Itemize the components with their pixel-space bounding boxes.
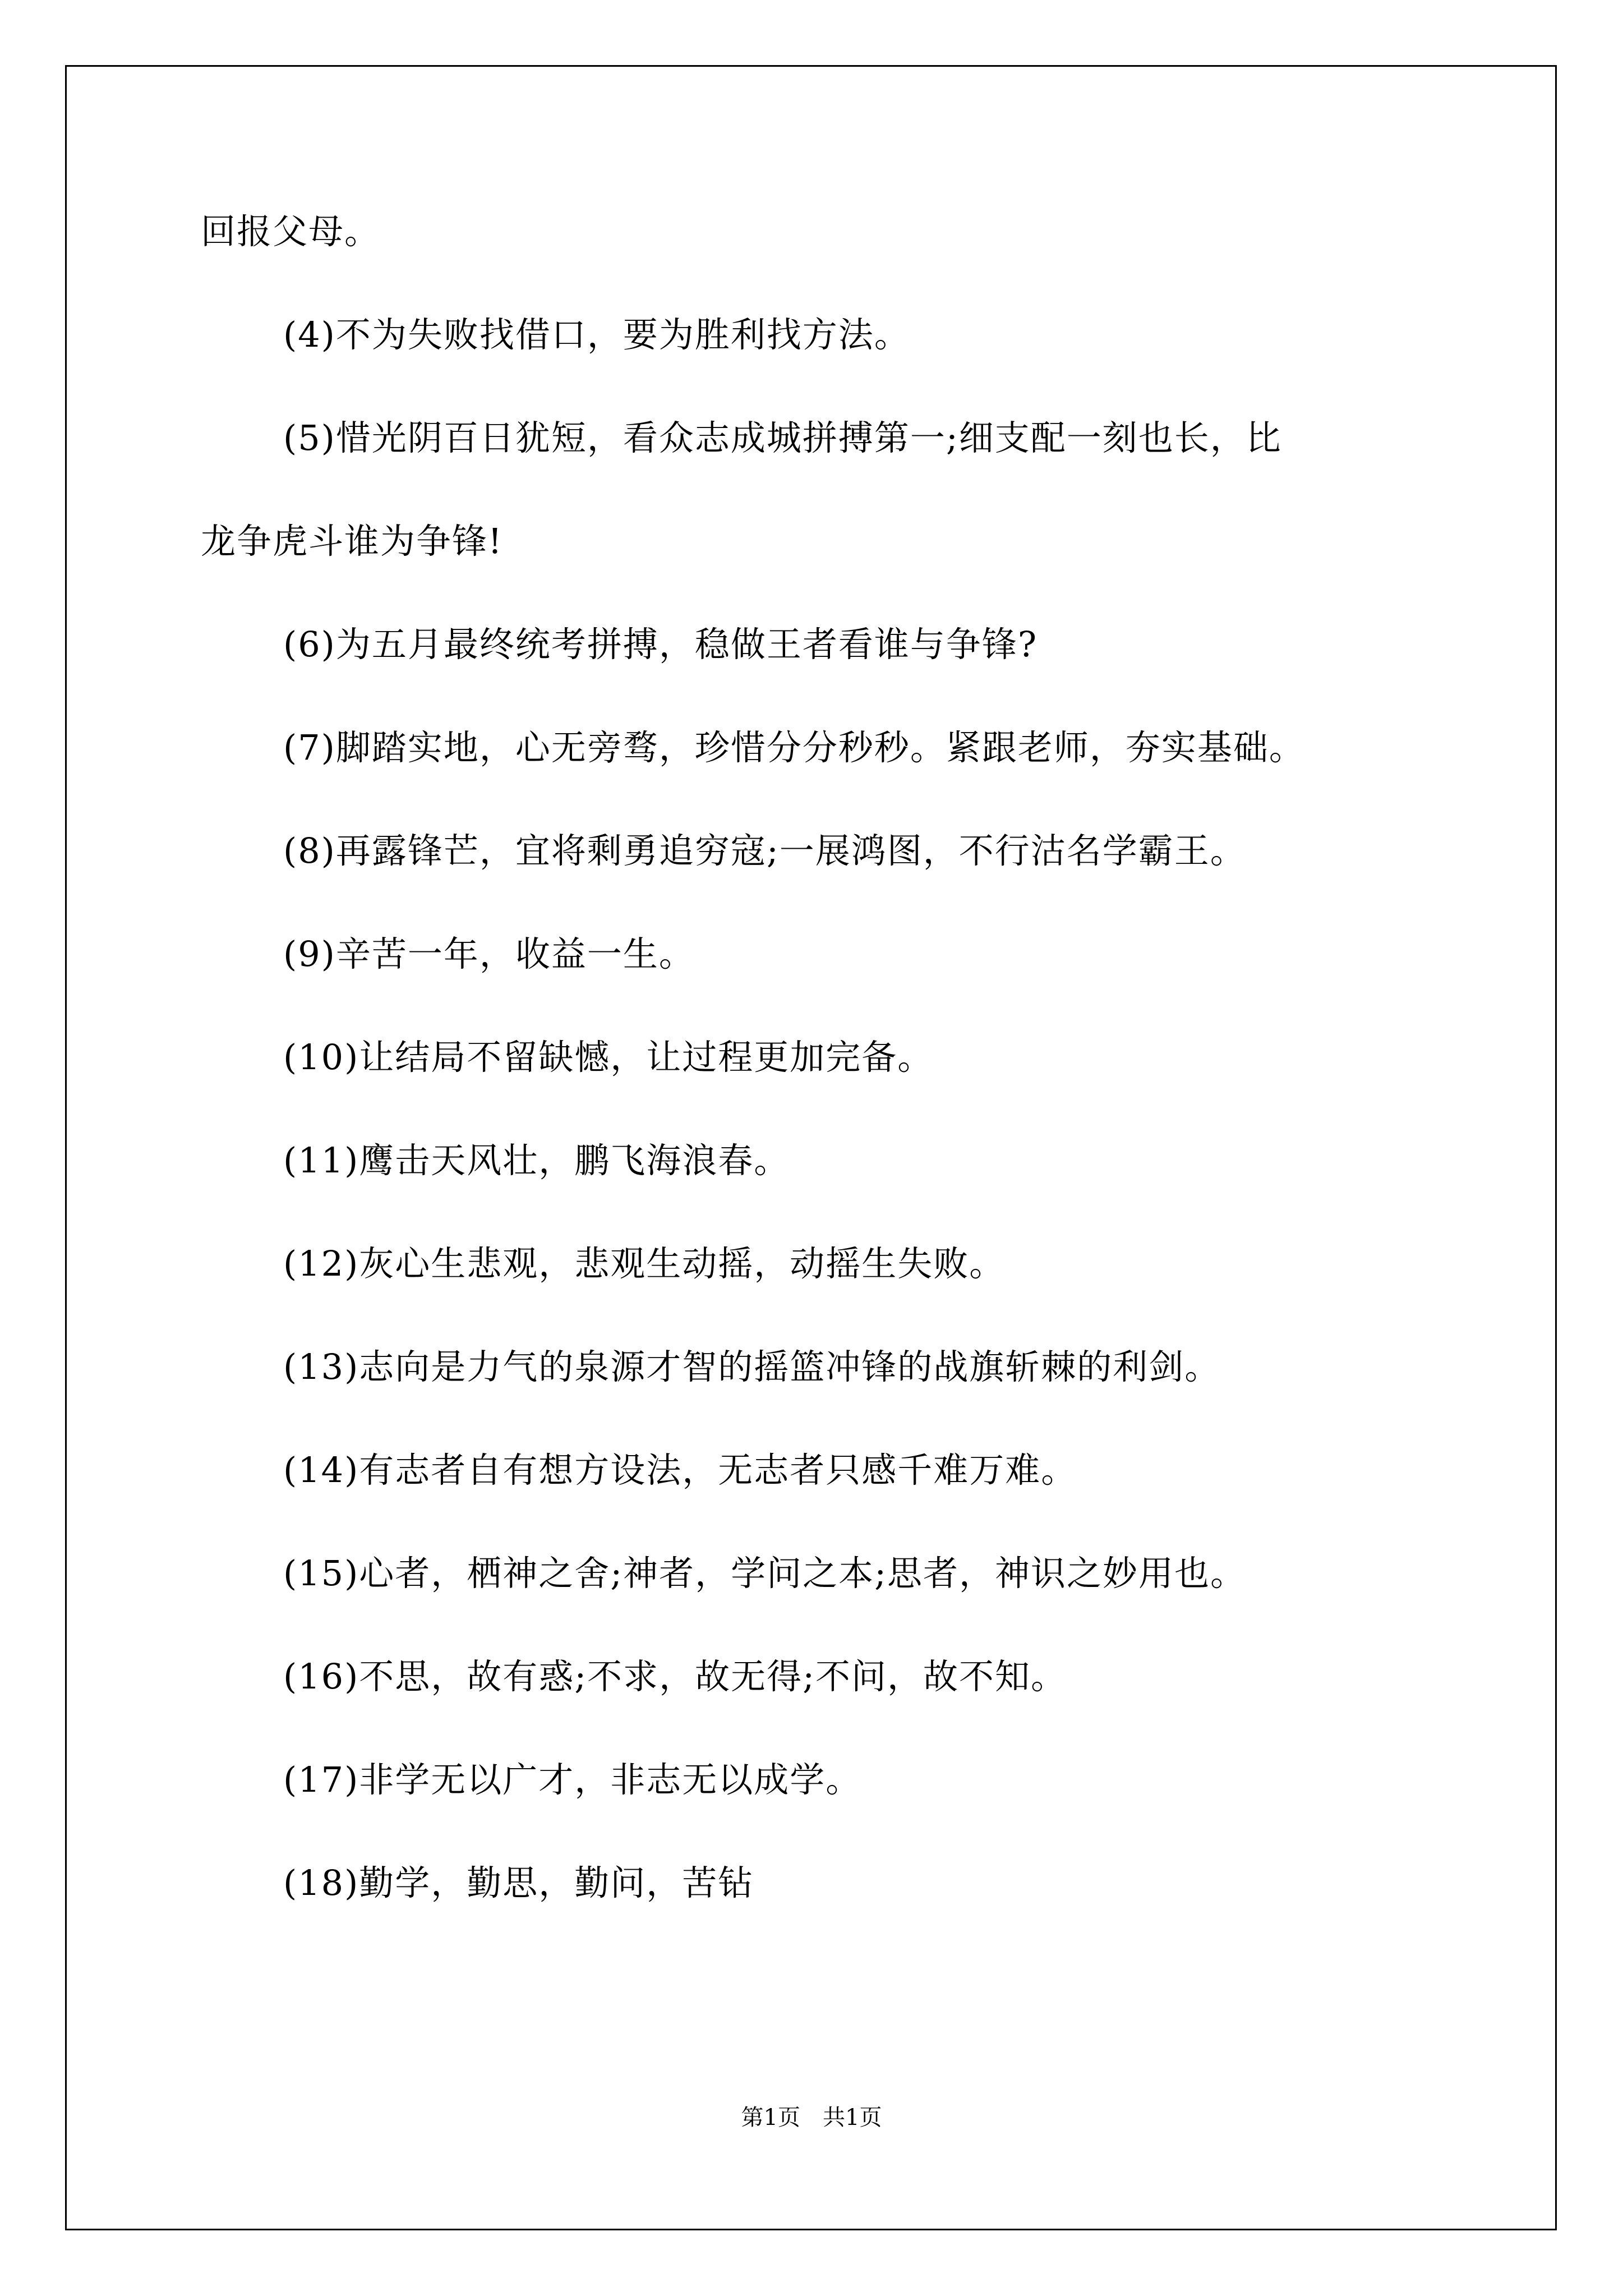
text-line: (16)不思，故有惑;不求，故无得;不问，故不知。 [283, 1656, 1067, 1697]
text-line: (18)勤学，勤思，勤问，苦钻 [283, 1862, 754, 1903]
text-line: (6)为五月最终统考拼搏，稳做王者看谁与争锋? [283, 624, 1038, 665]
text-line: (12)灰心生悲观，悲观生动摇，动摇生失败。 [283, 1243, 1006, 1284]
text-line: (17)非学无以广才，非志无以成学。 [283, 1759, 862, 1800]
text-line: (10)让结局不留缺憾，让过程更加完备。 [283, 1037, 934, 1078]
text-line: (8)再露锋芒，宜将剩勇追穷寇;一展鸿图，不行沽名学霸王。 [283, 830, 1246, 871]
text-line: (14)有志者自有想方设法，无志者只感千难万难。 [283, 1450, 1077, 1490]
page-number-footer: 第1页 共1页 [741, 2105, 882, 2131]
text-line: (5)惜光阴百日犹短，看众志成城拼搏第一;细支配一刻也长，比 [283, 417, 1282, 458]
text-line: (9)辛苦一年，收益一生。 [283, 933, 695, 974]
text-line: (15)心者，栖神之舍;神者，学问之本;思者，神识之妙用也。 [283, 1553, 1247, 1594]
text-line: (13)志向是力气的泉源才智的摇篮冲锋的战旗斩棘的利剑。 [283, 1346, 1221, 1387]
text-line: 回报父母。 [201, 211, 381, 252]
text-line: (4)不为失败找借口，要为胜利找方法。 [283, 314, 910, 355]
text-line: (7)脚踏实地，心无旁骛，珍惜分分秒秒。紧跟老师，夯实基础。 [283, 727, 1305, 768]
text-line: 龙争虎斗谁为争锋! [201, 521, 503, 562]
text-line: (11)鹰击天风壮，鹏飞海浪春。 [283, 1140, 790, 1181]
